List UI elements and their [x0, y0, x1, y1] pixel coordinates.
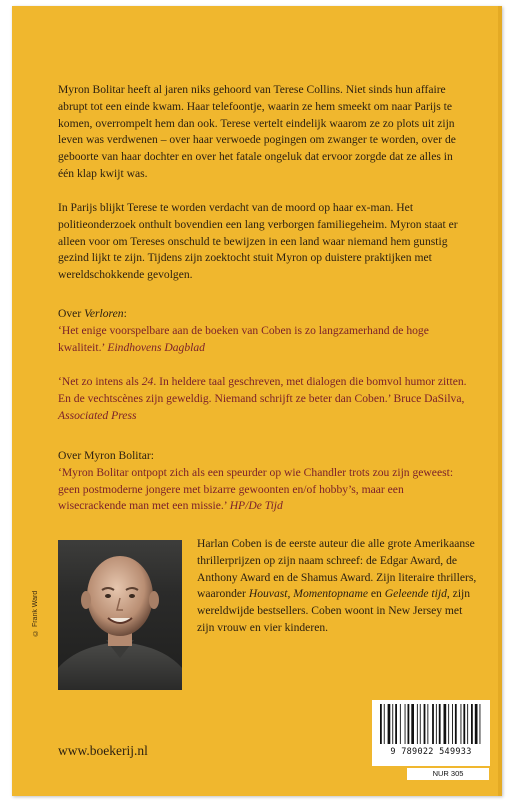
barcode-bar	[444, 704, 447, 744]
heading-book-title: Verloren	[84, 307, 124, 320]
barcode-bar	[405, 704, 406, 744]
barcode-bar	[436, 704, 437, 744]
author-bio-text	[197, 536, 480, 637]
barcode-bar	[439, 704, 441, 744]
barcode-bar	[384, 704, 385, 744]
review-section-heading	[58, 306, 468, 323]
barcode-bar	[475, 704, 478, 744]
barcode-bar	[420, 704, 421, 744]
author-portrait-illustration	[58, 540, 182, 690]
heading-prefix: Over	[58, 307, 85, 320]
barcode-bar	[471, 704, 473, 744]
blurb-text-1: Myron Bolitar heeft al jaren niks gehoord van Terese Collins. Niet sinds hun affaire abrupt tot een einde kwam. Haar telefoontje, waarin ze hem smeekt om naar Parijs te komen, overrompelt hem dan ook. Terese vertelt eindelijk waarom ze zo plots uit zijn leven was verdwenen – over haar verwoede pogingen om zwanger te worden, over de geboorte van haar dochter en over het fatale ongeluk dat ervoor zorgde dat ze alles in één klap kwijt was.	[58, 83, 456, 180]
barcode-bar	[400, 704, 401, 744]
quote-1-text: ‘Het enige voorspelbare aan de boeken van Coben is zo langzamerhand de hoge kwaliteit.’	[58, 323, 429, 354]
barcode-bar	[448, 704, 449, 744]
quote-3-text: ‘Myron Bolitar ontpopt zich als een speurder op wie Chandler trots zou zijn geweest: geen postmoderne jongere met bizarre gewoonten en/of hobby’s, maar een wisecrackende man met een missie.’	[58, 465, 454, 513]
isbn-barcode	[372, 700, 490, 766]
barcode-bar	[392, 704, 393, 744]
barcode-bars	[372, 700, 490, 746]
barcode-bar	[452, 704, 453, 744]
quote-3-source: HP/De Tijd	[229, 499, 283, 513]
quote-2-part-1: ‘Net zo intens als	[58, 375, 142, 388]
barcode-bar	[388, 704, 391, 744]
bio-part-2: , zijn wereldwijde bestsellers. Coben woont in New Jersey met zijn vrouw en vier kinderen.	[197, 587, 471, 634]
barcode-bar	[480, 704, 481, 744]
review-quote-1	[58, 323, 468, 357]
quote-1-source: Eindhovens Dagblad	[107, 340, 205, 354]
barcode-bar	[411, 704, 414, 744]
bio-book-title-2: Momentopname	[293, 587, 368, 601]
review-section-myron	[58, 448, 468, 515]
publisher-website: www.boekerij.nl	[58, 743, 148, 758]
bio-part-1: Harlan Coben is de eerste auteur die alle grote Amerikaanse thrillerprijzen op zijn naam schreef: de Edgar Award, de Anthony Award en de Shamus Award. Zijn literaire thrillers, waaronder	[197, 537, 477, 601]
barcode-bar	[463, 704, 465, 744]
quote-2-italic: 24	[141, 375, 154, 388]
barcode-bar	[432, 704, 434, 744]
barcode-bar	[424, 704, 426, 744]
review-section-verloren	[58, 306, 468, 356]
photo-credit: © Frank Ward	[32, 590, 39, 636]
quote-2-source: Associated Press	[58, 408, 137, 422]
barcode-bar	[427, 704, 428, 744]
barcode-bar	[467, 704, 468, 744]
barcode-bar	[455, 704, 457, 744]
barcode-bar	[408, 704, 410, 744]
review-quote-3	[58, 465, 468, 515]
author-biography	[197, 536, 480, 637]
author-photo	[58, 540, 182, 690]
review-section-2-heading: Over Myron Bolitar:	[58, 449, 154, 462]
barcode-bar	[380, 704, 382, 744]
blurb-paragraph-1	[58, 82, 468, 183]
blurb-text-2: In Parijs blijkt Terese te worden verdacht van de moord op haar ex-man. Het politieonderzoek onthult bovendien een lang verborgen familiegeheim. Myron staat er alleen voor om Tereses onschuld te bewijzen in een land waar niemand hem gunstig gezind lijkt te zijn. Tijdens zijn zoektocht stuit Myron op duistere praktijken met wereldschokkende gevolgen.	[58, 201, 458, 282]
bio-separator-1: ,	[287, 587, 294, 601]
isbn-number: 9 789022 549933	[390, 747, 472, 757]
barcode-bar	[395, 704, 397, 744]
quote-2-part-2: . In heldere taal geschreven, met dialogen die bomvol humor zitten. En de vechtscènes zijn geweldig. Niemand schrijft ze beter dan Coben.’ Bruce DaSilva,	[58, 375, 467, 405]
nur-code: NUR 305	[407, 768, 489, 780]
bio-book-title-3: Geleende tijd	[384, 587, 447, 601]
bio-book-title-1: Houvast	[248, 587, 288, 601]
bio-separator-2: en	[367, 587, 385, 601]
cover-edge	[498, 6, 502, 796]
barcode-bar	[461, 704, 462, 744]
heading-suffix: :	[123, 307, 127, 320]
barcode-bar	[417, 704, 418, 744]
review-quote-2	[58, 374, 468, 424]
review-quote-2-block	[58, 374, 468, 424]
blurb-paragraph-2	[58, 200, 468, 284]
book-back-cover	[12, 6, 502, 796]
